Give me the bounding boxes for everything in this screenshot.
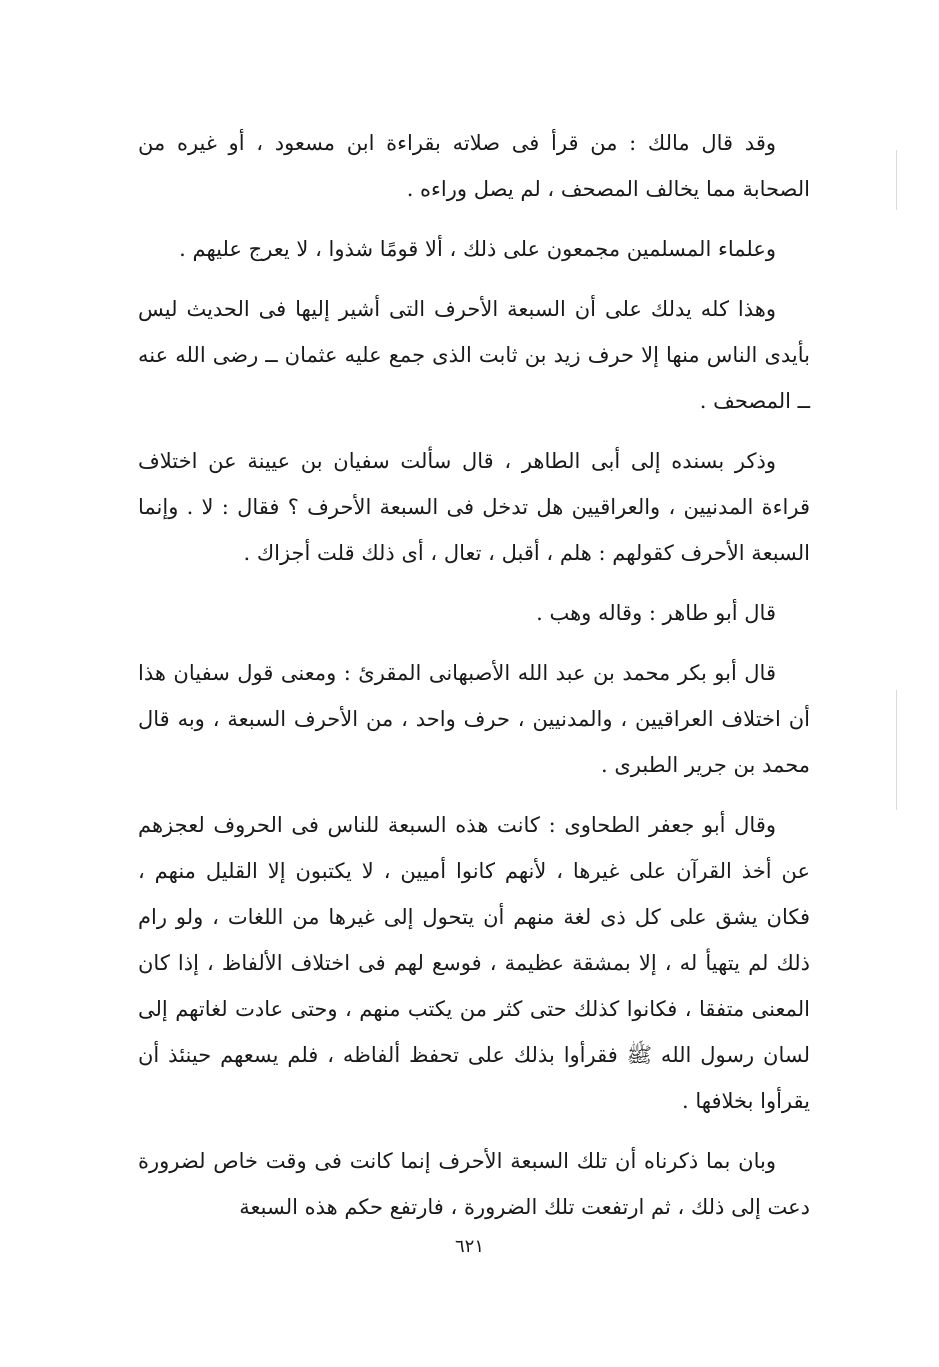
paragraph: وبان بما ذكرناه أن تلك السبعة الأحرف إنما كانت فى وقت خاص لضرورة دعت إلى ذلك ، ثم ارتفعت تلك الضرورة ، فارتفع حكم هذه السبعة bbox=[138, 1149, 810, 1219]
paragraph: وعلماء المسلمين مجمعون على ذلك ، ألا قومًا شذوا ، لا يعرج عليهم . bbox=[179, 237, 776, 261]
paragraph: وذكر بسنده إلى أبى الطاهر ، قال سألت سفيان بن عيينة عن اختلاف قراءة المدنيين ، والعراقيين هل تدخل فى السبعة الأحرف ؟ فقال : لا . وإنما السبعة الأحرف كقولهم : هلم ، أقبل ، تعال ، أى ذلك قلت أجزاك . bbox=[138, 449, 810, 565]
paragraph: وهذا كله يدلك على أن السبعة الأحرف التى أشير إليها فى الحديث ليس بأيدى الناس منها إلا حرف زيد بن ثابت الذى جمع عليه عثمان ــ رضى الله عنه ــ المصحف . bbox=[138, 297, 810, 413]
paragraph: قال أبو بكر محمد بن عبد الله الأصبهانى المقرئ : ومعنى قول سفيان هذا أن اختلاف العراقيين ، والمدنيين ، حرف واحد ، من الأحرف السبعة ، وبه قال محمد بن جرير الطبرى . bbox=[138, 661, 810, 777]
paragraph: وقال أبو جعفر الطحاوى : كانت هذه السبعة للناس فى الحروف لعجزهم عن أخذ القرآن على غيرها ، لأنهم كانوا أميين ، لا يكتبون إلا القليل منهم ، فكان يشق على كل ذى لغة منهم أن يتحول إلى غيرها من اللغات ، ولو رام ذلك لم يتهيأ له ، إلا بمشقة عظيمة ، فوسع لهم فى اختلاف الألفاظ ، إذا كان المعنى متفقا ، فكانوا كذلك حتى كثر من يكتب منهم ، وحتى عادت لغاتهم إلى لسان رسول الله ﷺ فقرأوا بذلك على تحفظ ألفاظه ، فلم يسعهم حينئذ أن يقرأوا بخلافها . bbox=[138, 813, 810, 1113]
page-number: ٦٢١ bbox=[454, 1236, 484, 1257]
paragraph: قال أبو طاهر : وقاله وهب . bbox=[536, 601, 776, 625]
body-text bbox=[138, 120, 810, 1244]
scan-edge-mark bbox=[896, 690, 897, 810]
paragraph: وقد قال مالك : من قرأ فى صلاته بقراءة ابن مسعود ، أو غيره من الصحابة مما يخالف المصحف ، لم يصل وراءه . bbox=[138, 131, 810, 201]
scan-edge-mark bbox=[896, 150, 897, 210]
